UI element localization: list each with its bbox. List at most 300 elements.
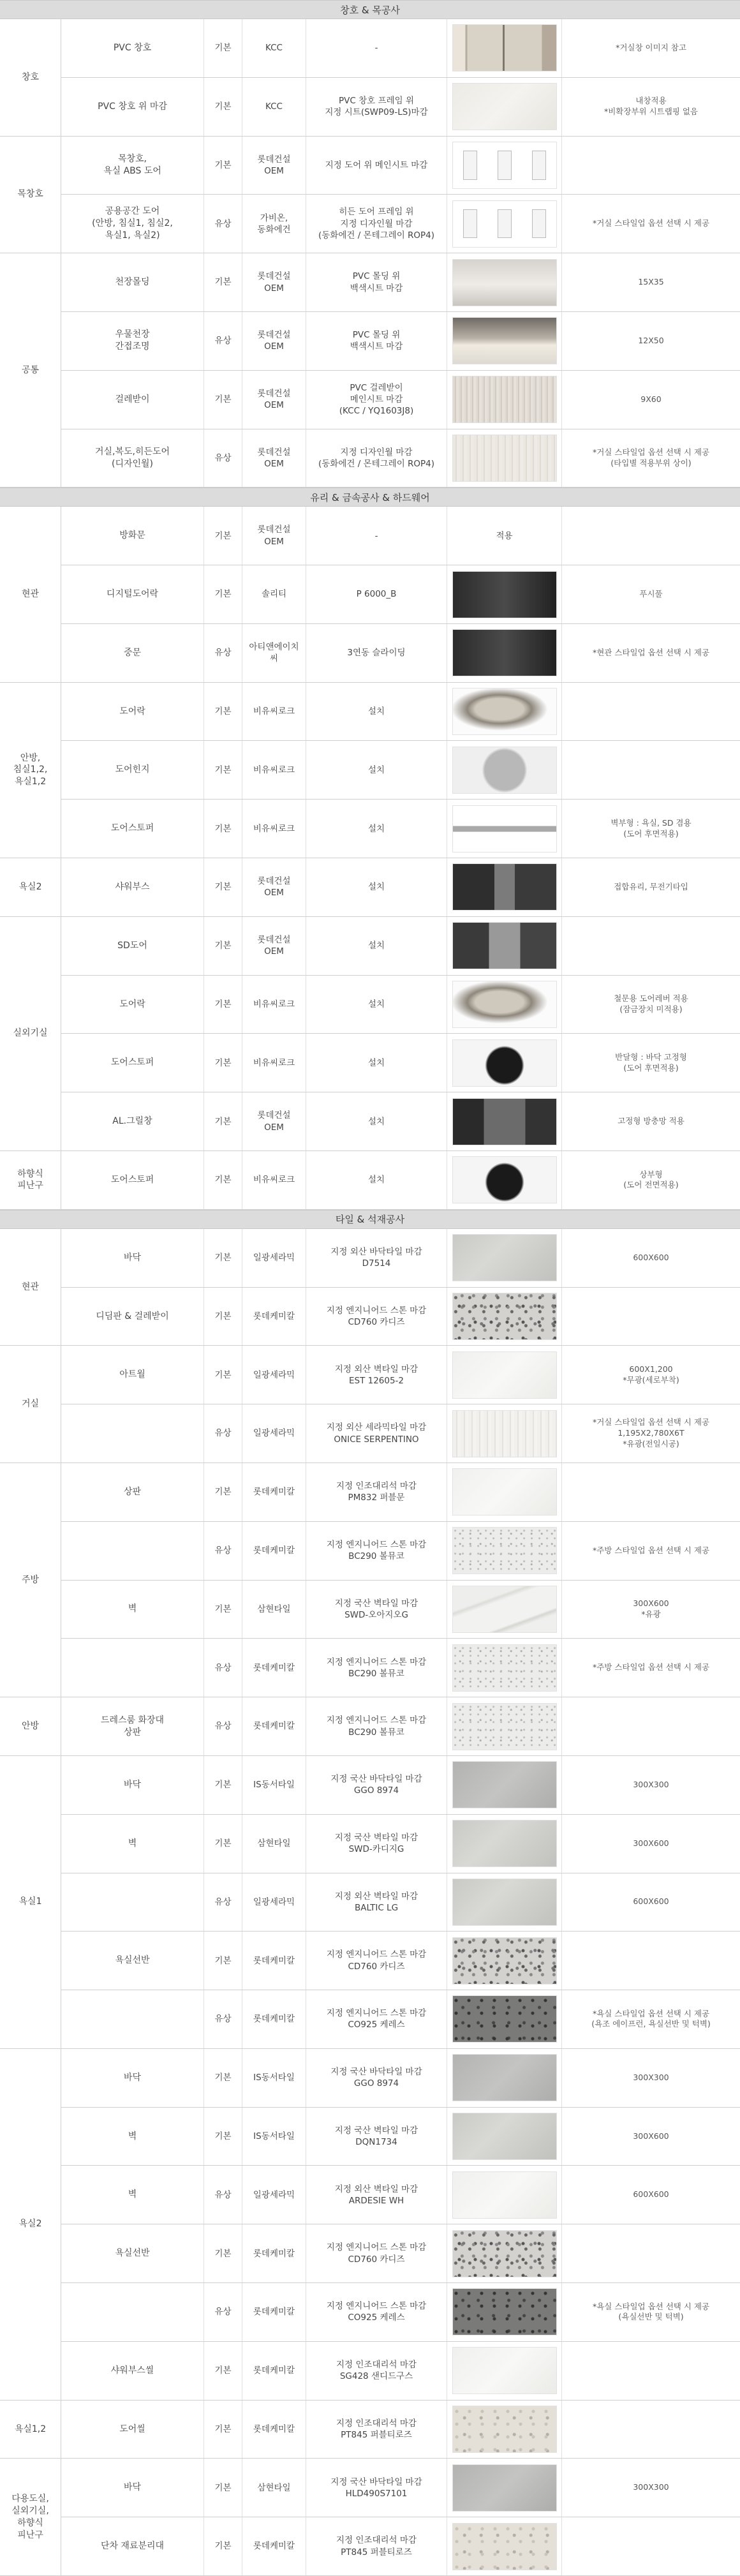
type-cell: 기본 bbox=[204, 78, 242, 136]
image-cell bbox=[447, 195, 562, 253]
brand-cell: KCC bbox=[242, 78, 306, 136]
table-row bbox=[61, 741, 740, 800]
brand-cell: 비유씨로크 bbox=[242, 976, 306, 1034]
type-cell: 기본 bbox=[204, 1815, 242, 1873]
image-cell bbox=[447, 1815, 562, 1873]
brand-cell: IS동서타일 bbox=[242, 1756, 306, 1814]
brand-cell: 아티앤에이치씨 bbox=[242, 624, 306, 682]
spec-cell: 설치 bbox=[306, 1151, 447, 1209]
table-row bbox=[61, 1346, 740, 1404]
image-cell bbox=[447, 312, 562, 370]
item-cell: 단차 재료분리대 bbox=[61, 2517, 204, 2575]
note-cell: 600X600 bbox=[633, 2189, 669, 2200]
spec-cell: 지정 국산 바닥타일 마감 HLD490S7101 bbox=[306, 2459, 447, 2517]
brand-cell: 롯데건설 OEM bbox=[242, 858, 306, 916]
brand-cell: 가비온, 동화에건 bbox=[242, 195, 306, 253]
type-cell: 유상 bbox=[204, 1697, 242, 1755]
brand-cell: 롯데케미칼 bbox=[242, 2517, 306, 2575]
spec-cell: 지정 엔지니어드 스톤 마감 CO925 케레스 bbox=[306, 1990, 447, 2048]
item-cell: 샤워부스 bbox=[61, 858, 204, 916]
type-cell: 유상 bbox=[204, 1639, 242, 1697]
image-cell bbox=[447, 741, 562, 799]
image-cell bbox=[447, 1092, 562, 1150]
table-row bbox=[61, 1404, 740, 1463]
item-cell bbox=[61, 1990, 204, 2048]
note-cell: 300X300 bbox=[633, 1779, 669, 1789]
group-label: 욕실1 bbox=[0, 1756, 61, 2049]
image-cell bbox=[447, 2459, 562, 2517]
brand-cell: 일광세라믹 bbox=[242, 2166, 306, 2224]
type-cell: 기본 bbox=[204, 565, 242, 623]
spec-cell: 지정 엔지니어드 스톤 마감 BC290 볼뮤코 bbox=[306, 1639, 447, 1697]
group-label: 하향식 피난구 bbox=[0, 1151, 61, 1210]
brand-cell: 비유씨로크 bbox=[242, 800, 306, 858]
group-label: 주방 bbox=[0, 1463, 61, 1697]
spec-cell: 3연동 슬라이딩 bbox=[306, 624, 447, 682]
image-cell bbox=[447, 1932, 562, 1990]
item-cell: 방화문 bbox=[61, 507, 204, 565]
spec-cell: 지정 국산 벽타일 마감 SWD-오아지오G bbox=[306, 1581, 447, 1639]
image-cell bbox=[447, 429, 562, 488]
spec-cell: 설치 bbox=[306, 976, 447, 1034]
spec-cell: - bbox=[306, 19, 447, 77]
material-sample-image bbox=[452, 1351, 557, 1399]
spec-cell: 지정 엔지니어드 스톤 마감 BC290 볼뮤코 bbox=[306, 1522, 447, 1580]
note-cell: *거실창 이미지 참고 bbox=[616, 42, 686, 52]
type-cell: 유상 bbox=[204, 429, 242, 488]
image-cell bbox=[447, 1346, 562, 1404]
note-cell: 15X35 bbox=[638, 277, 664, 287]
image-cell bbox=[447, 253, 562, 311]
note-cell: 푸시풀 bbox=[639, 589, 663, 599]
material-sample-image bbox=[452, 1234, 557, 1281]
type-cell: 기본 bbox=[204, 2108, 242, 2166]
group-label: 다용도실, 실외기실, 하향식 피난구 bbox=[0, 2459, 61, 2576]
image-cell bbox=[447, 2108, 562, 2166]
spec-cell: 지정 국산 바닥타일 마감 GGO 8974 bbox=[306, 1756, 447, 1814]
spec-cell: 지정 디자인월 마감 (동화에건 / 몬테그레이 ROP4) bbox=[306, 429, 447, 488]
brand-cell: 롯데건설 OEM bbox=[242, 429, 306, 488]
group-label: 안방 bbox=[0, 1697, 61, 1756]
note-cell: *욕실 스타일업 옵션 선택 시 제공 (욕실선반 및 턱벽) bbox=[592, 2301, 710, 2322]
note-cell: 300X600 bbox=[633, 2131, 669, 2141]
item-cell: SD도어 bbox=[61, 917, 204, 975]
type-cell: 기본 bbox=[204, 2517, 242, 2575]
note-cell: *거실 스타일업 옵션 선택 시 제공 (타입별 적용부위 상이) bbox=[592, 447, 710, 468]
note-cell: 9X60 bbox=[640, 394, 662, 404]
brand-cell: 롯데건설 OEM bbox=[242, 371, 306, 429]
type-cell: 유상 bbox=[204, 1522, 242, 1580]
material-sample-image bbox=[452, 2288, 557, 2335]
brand-cell: 솔리티 bbox=[242, 565, 306, 623]
image-cell bbox=[447, 2049, 562, 2107]
material-sample-image bbox=[452, 688, 557, 735]
group-label: 욕실1,2 bbox=[0, 2401, 61, 2459]
note-cell: 고정형 방충망 적용 bbox=[618, 1116, 685, 1126]
table-row bbox=[61, 2049, 740, 2108]
item-cell: 디딤판 & 걸레받이 bbox=[61, 1288, 204, 1346]
table-row bbox=[61, 2108, 740, 2166]
spec-cell: 설치 bbox=[306, 858, 447, 916]
brand-cell: 삼현타일 bbox=[242, 1581, 306, 1639]
spec-cell: 지정 외산 벽타일 마감 ARDESIE WH bbox=[306, 2166, 447, 2224]
material-sample-image bbox=[452, 435, 557, 482]
type-cell: 유상 bbox=[204, 1404, 242, 1463]
table-row bbox=[61, 800, 740, 858]
table-row bbox=[61, 1092, 740, 1151]
type-cell: 기본 bbox=[204, 976, 242, 1034]
item-cell: 걸레받이 bbox=[61, 371, 204, 429]
image-cell bbox=[447, 1229, 562, 1287]
image-cell bbox=[447, 2224, 562, 2282]
table-row bbox=[61, 1151, 740, 1210]
table-row bbox=[61, 917, 740, 976]
brand-cell: KCC bbox=[242, 19, 306, 77]
table-row bbox=[61, 507, 740, 565]
material-sample-image bbox=[452, 747, 557, 794]
note-cell bbox=[562, 507, 740, 565]
brand-cell: 삼현타일 bbox=[242, 2459, 306, 2517]
table-row bbox=[61, 976, 740, 1034]
note-cell: 600X600 bbox=[633, 1896, 669, 1907]
note-cell: 300X300 bbox=[633, 2482, 669, 2492]
table-row bbox=[61, 1288, 740, 1346]
type-cell: 유상 bbox=[204, 195, 242, 253]
door-sample-image bbox=[452, 142, 557, 189]
item-cell: 상판 bbox=[61, 1463, 204, 1521]
note-cell: 12X50 bbox=[638, 335, 664, 345]
material-sample-image bbox=[452, 1937, 557, 1984]
spec-cell: 지정 외산 벽타일 마감 EST 12605-2 bbox=[306, 1346, 447, 1404]
image-cell bbox=[447, 1581, 562, 1639]
material-sample-image bbox=[452, 1644, 557, 1692]
material-sample-image bbox=[452, 2230, 557, 2277]
note-cell bbox=[562, 2401, 740, 2459]
image-cell bbox=[447, 137, 562, 195]
item-cell: AL.그릴창 bbox=[61, 1092, 204, 1150]
spec-cell: 설치 bbox=[306, 741, 447, 799]
table-row bbox=[61, 1522, 740, 1581]
table-row bbox=[61, 1463, 740, 1522]
type-cell: 기본 bbox=[204, 800, 242, 858]
material-sample-image bbox=[452, 2406, 557, 2453]
material-sample-image bbox=[452, 1761, 557, 1808]
item-cell: 도어스토퍼 bbox=[61, 1034, 204, 1092]
note-cell: *거실 스타일업 옵션 선택 시 제공 bbox=[592, 218, 710, 228]
note-cell: 내창적용 *비확장부위 시트랩핑 없음 bbox=[603, 96, 699, 117]
type-cell: 기본 bbox=[204, 2342, 242, 2400]
brand-cell: 롯데건설 OEM bbox=[242, 312, 306, 370]
item-cell: 공용공간 도어 (안방, 침실1, 침실2, 욕실1, 욕실2) bbox=[61, 195, 204, 253]
material-sample-image bbox=[452, 571, 557, 618]
type-cell: 유상 bbox=[204, 2283, 242, 2341]
type-cell: 기본 bbox=[204, 2459, 242, 2517]
image-cell bbox=[447, 976, 562, 1034]
type-cell: 기본 bbox=[204, 1092, 242, 1150]
brand-cell: 롯데케미칼 bbox=[242, 1932, 306, 1990]
material-sample-image bbox=[452, 1703, 557, 1750]
brand-cell: IS동서타일 bbox=[242, 2108, 306, 2166]
table-row bbox=[61, 195, 740, 253]
item-cell: 아트월 bbox=[61, 1346, 204, 1404]
spec-cell: 설치 bbox=[306, 917, 447, 975]
type-cell: 기본 bbox=[204, 371, 242, 429]
brand-cell: 롯데케미칼 bbox=[242, 2224, 306, 2282]
brand-cell: 롯데건설 OEM bbox=[242, 507, 306, 565]
note-cell bbox=[562, 1932, 740, 1990]
image-cell bbox=[447, 1697, 562, 1755]
image-cell bbox=[447, 1522, 562, 1580]
note-cell: *주방 스타일업 옵션 선택 시 제공 bbox=[592, 1545, 710, 1555]
image-cell bbox=[447, 858, 562, 916]
brand-cell: 롯데케미칼 bbox=[242, 1522, 306, 1580]
item-cell: 바닥 bbox=[61, 2459, 204, 2517]
item-cell bbox=[61, 1873, 204, 1932]
spec-cell: 히든 도어 프레임 위 지정 디자인월 마감 (동화에건 / 몬테그레이 ROP4) bbox=[306, 195, 447, 253]
item-cell: 도어스토퍼 bbox=[61, 800, 204, 858]
table-row bbox=[61, 371, 740, 429]
image-cell bbox=[447, 2166, 562, 2224]
item-cell bbox=[61, 1639, 204, 1697]
brand-cell: 롯데케미칼 bbox=[242, 1990, 306, 2048]
note-cell: 600X600 bbox=[633, 1252, 669, 1262]
brand-cell: 롯데케미칼 bbox=[242, 1697, 306, 1755]
item-cell: 욕실선반 bbox=[61, 1932, 204, 1990]
table-row bbox=[61, 1756, 740, 1815]
spec-cell: PVC 몰딩 위 백색시트 마감 bbox=[306, 253, 447, 311]
material-sample-image bbox=[452, 1468, 557, 1515]
brand-cell: 롯데건설 OEM bbox=[242, 1092, 306, 1150]
spec-cell: 지정 국산 벽타일 마감 DQN1734 bbox=[306, 2108, 447, 2166]
type-cell: 기본 bbox=[204, 1932, 242, 1990]
spec-cell: 지정 엔지니어드 스톤 마감 CD760 카디즈 bbox=[306, 2224, 447, 2282]
brand-cell: 롯데건설 OEM bbox=[242, 253, 306, 311]
table-row bbox=[61, 137, 740, 195]
image-cell bbox=[447, 19, 562, 77]
note-cell: 600X1,200 *무광(세로부착) bbox=[623, 1364, 679, 1385]
image-cell bbox=[447, 1288, 562, 1346]
table-row bbox=[61, 78, 740, 137]
item-cell: PVC 창호 bbox=[61, 19, 204, 77]
table-row bbox=[61, 429, 740, 488]
table-row bbox=[61, 1034, 740, 1092]
type-cell: 기본 bbox=[204, 1346, 242, 1404]
image-cell bbox=[447, 2401, 562, 2459]
spec-cell: 지정 도어 위 메인시트 마감 bbox=[306, 137, 447, 195]
table-row bbox=[61, 1990, 740, 2049]
note-cell: *욕실 스타일업 옵션 선택 시 제공 (욕조 에이프런, 욕실선반 및 턱벽) bbox=[591, 2008, 711, 2029]
brand-cell: 롯데케미칼 bbox=[242, 1288, 306, 1346]
type-cell: 기본 bbox=[204, 1034, 242, 1092]
material-sample-image bbox=[452, 1527, 557, 1574]
material-sample-image bbox=[452, 1410, 557, 1457]
material-sample-image bbox=[452, 863, 557, 911]
spec-cell: 지정 엔지니어드 스톤 마감 CD760 카디즈 bbox=[306, 1288, 447, 1346]
material-sample-image bbox=[452, 1293, 557, 1340]
type-cell: 기본 bbox=[204, 741, 242, 799]
item-cell: 바닥 bbox=[61, 2049, 204, 2107]
table-row bbox=[61, 565, 740, 624]
image-cell bbox=[447, 78, 562, 136]
item-cell: PVC 창호 위 마감 bbox=[61, 78, 204, 136]
note-cell: 철문용 도어레버 적용 (잠금장치 미적용) bbox=[614, 994, 688, 1015]
brand-cell: 일광세라믹 bbox=[242, 1404, 306, 1463]
item-cell: 디지털도어락 bbox=[61, 565, 204, 623]
section-header: 창호 & 목공사 bbox=[0, 0, 740, 19]
note-cell bbox=[562, 741, 740, 799]
group-label: 실외기실 bbox=[0, 917, 61, 1151]
table-row bbox=[61, 2517, 740, 2576]
material-sample-image bbox=[452, 1586, 557, 1633]
note-cell bbox=[562, 137, 740, 195]
image-cell bbox=[447, 371, 562, 429]
note-cell bbox=[562, 1697, 740, 1755]
group-label: 현관 bbox=[0, 507, 61, 682]
material-sample-image bbox=[452, 2054, 557, 2101]
note-cell: 벽부형 : 욕실, SD 겸용 (도어 후면적용) bbox=[610, 817, 692, 838]
spec-cell: 지정 외산 세라믹타일 마감 ONICE SERPENTINO bbox=[306, 1404, 447, 1463]
type-cell: 기본 bbox=[204, 858, 242, 916]
image-cell bbox=[447, 2283, 562, 2341]
table-row bbox=[61, 2283, 740, 2342]
table-row bbox=[61, 2166, 740, 2224]
spec-cell: - bbox=[306, 507, 447, 565]
item-cell: 거실,복도,히든도어 (디자인월) bbox=[61, 429, 204, 488]
spec-cell: PVC 걸레받이 메인시트 마감 (KCC / YQ1603J8) bbox=[306, 371, 447, 429]
item-cell: 도어락 bbox=[61, 976, 204, 1034]
type-cell: 기본 bbox=[204, 1288, 242, 1346]
brand-cell: 비유씨로크 bbox=[242, 741, 306, 799]
item-cell: 벽 bbox=[61, 1815, 204, 1873]
material-sample-image bbox=[452, 24, 557, 71]
brand-cell: 삼현타일 bbox=[242, 1815, 306, 1873]
table-row bbox=[61, 253, 740, 312]
spec-cell: 지정 엔지니어드 스톤 마감 CO925 케레스 bbox=[306, 2283, 447, 2341]
table-row bbox=[61, 1229, 740, 1288]
table-row bbox=[61, 19, 740, 78]
item-cell bbox=[61, 2283, 204, 2341]
brand-cell: 롯데케미칼 bbox=[242, 2342, 306, 2400]
spec-cell: 설치 bbox=[306, 683, 447, 741]
brand-cell: 롯데케미칼 bbox=[242, 1639, 306, 1697]
image-cell bbox=[447, 1404, 562, 1463]
spec-cell: 지정 인조대리석 마감 SG428 샌디드구스 bbox=[306, 2342, 447, 2400]
item-cell: 벽 bbox=[61, 1581, 204, 1639]
note-cell: 반달형 : 바닥 고정형 (도어 후면적용) bbox=[615, 1052, 687, 1073]
spec-cell: 지정 외산 바닥타일 마감 D7514 bbox=[306, 1229, 447, 1287]
material-sample-image bbox=[452, 981, 557, 1028]
type-cell: 유상 bbox=[204, 2166, 242, 2224]
material-sample-image bbox=[452, 1820, 557, 1867]
item-cell: 중문 bbox=[61, 624, 204, 682]
material-sample-image bbox=[452, 805, 557, 852]
type-cell: 기본 bbox=[204, 2049, 242, 2107]
image-cell bbox=[447, 1639, 562, 1697]
note-cell: 접합유리, 무전기타입 bbox=[614, 882, 688, 892]
item-cell: 바닥 bbox=[61, 1229, 204, 1287]
group-label: 현관 bbox=[0, 1229, 61, 1346]
note-cell bbox=[562, 1463, 740, 1521]
type-cell: 기본 bbox=[204, 2401, 242, 2459]
type-cell: 기본 bbox=[204, 1151, 242, 1209]
table-row bbox=[61, 683, 740, 741]
table-row bbox=[61, 624, 740, 683]
type-cell: 기본 bbox=[204, 917, 242, 975]
image-cell bbox=[447, 2517, 562, 2575]
spec-cell: 지정 엔지니어드 스톤 마감 BC290 볼뮤코 bbox=[306, 1697, 447, 1755]
type-cell: 기본 bbox=[204, 1756, 242, 1814]
brand-cell: 롯데건설 OEM bbox=[242, 137, 306, 195]
table-row bbox=[61, 858, 740, 917]
type-cell: 기본 bbox=[204, 1463, 242, 1521]
material-sample-image bbox=[452, 1039, 557, 1087]
material-sample-image bbox=[452, 317, 557, 364]
item-cell: 목창호, 욕실 ABS 도어 bbox=[61, 137, 204, 195]
brand-cell: 일광세라믹 bbox=[242, 1229, 306, 1287]
item-cell bbox=[61, 1404, 204, 1463]
note-cell: 300X600 *유광 bbox=[633, 1598, 669, 1619]
note-cell bbox=[562, 917, 740, 975]
item-cell: 벽 bbox=[61, 2108, 204, 2166]
image-text: 적용 bbox=[496, 530, 513, 541]
material-sample-image bbox=[452, 2347, 557, 2394]
item-cell: 벽 bbox=[61, 2166, 204, 2224]
spec-cell: 지정 인조대리석 마감 PT845 퍼블티로즈 bbox=[306, 2517, 447, 2575]
material-sample-image bbox=[452, 629, 557, 676]
image-cell bbox=[447, 1034, 562, 1092]
image-cell bbox=[447, 917, 562, 975]
table-row bbox=[61, 2224, 740, 2283]
material-sample-image bbox=[452, 2113, 557, 2160]
image-cell bbox=[447, 1151, 562, 1209]
spec-cell: 지정 인조대리석 마감 PM832 퍼블문 bbox=[306, 1463, 447, 1521]
note-cell: 300X600 bbox=[633, 1838, 669, 1848]
brand-cell: 일광세라믹 bbox=[242, 1346, 306, 1404]
table-row bbox=[61, 2342, 740, 2401]
spec-cell: 설치 bbox=[306, 1034, 447, 1092]
brand-cell: 일광세라믹 bbox=[242, 1873, 306, 1932]
material-sample-image bbox=[452, 2523, 557, 2570]
item-cell: 욕실선반 bbox=[61, 2224, 204, 2282]
brand-cell: 비유씨로크 bbox=[242, 683, 306, 741]
item-cell: 도어씰 bbox=[61, 2401, 204, 2459]
note-cell bbox=[562, 2342, 740, 2400]
type-cell: 기본 bbox=[204, 507, 242, 565]
item-cell: 도어스토퍼 bbox=[61, 1151, 204, 1209]
group-label: 욕실2 bbox=[0, 858, 61, 917]
type-cell: 기본 bbox=[204, 19, 242, 77]
spec-cell: 지정 엔지니어드 스톤 마감 CD760 카디즈 bbox=[306, 1932, 447, 1990]
table-row bbox=[61, 1932, 740, 1990]
table-row bbox=[61, 2459, 740, 2517]
spec-cell: 설치 bbox=[306, 800, 447, 858]
type-cell: 기본 bbox=[204, 137, 242, 195]
image-cell bbox=[447, 1990, 562, 2048]
type-cell: 기본 bbox=[204, 2224, 242, 2282]
item-cell: 천장몰딩 bbox=[61, 253, 204, 311]
spec-cell: PVC 몰딩 위 백색시트 마감 bbox=[306, 312, 447, 370]
item-cell: 드레스룸 화장대 상판 bbox=[61, 1697, 204, 1755]
spec-cell: 지정 국산 바닥타일 마감 GGO 8974 bbox=[306, 2049, 447, 2107]
note-cell: 300X300 bbox=[633, 2072, 669, 2082]
material-sample-image bbox=[452, 1098, 557, 1145]
material-sample-image bbox=[452, 376, 557, 423]
brand-cell: 롯데케미칼 bbox=[242, 2283, 306, 2341]
section-header: 유리 & 금속공사 & 하드웨어 bbox=[0, 488, 740, 507]
table-row bbox=[61, 1639, 740, 1697]
table-row bbox=[61, 1697, 740, 1756]
image-cell bbox=[447, 2342, 562, 2400]
